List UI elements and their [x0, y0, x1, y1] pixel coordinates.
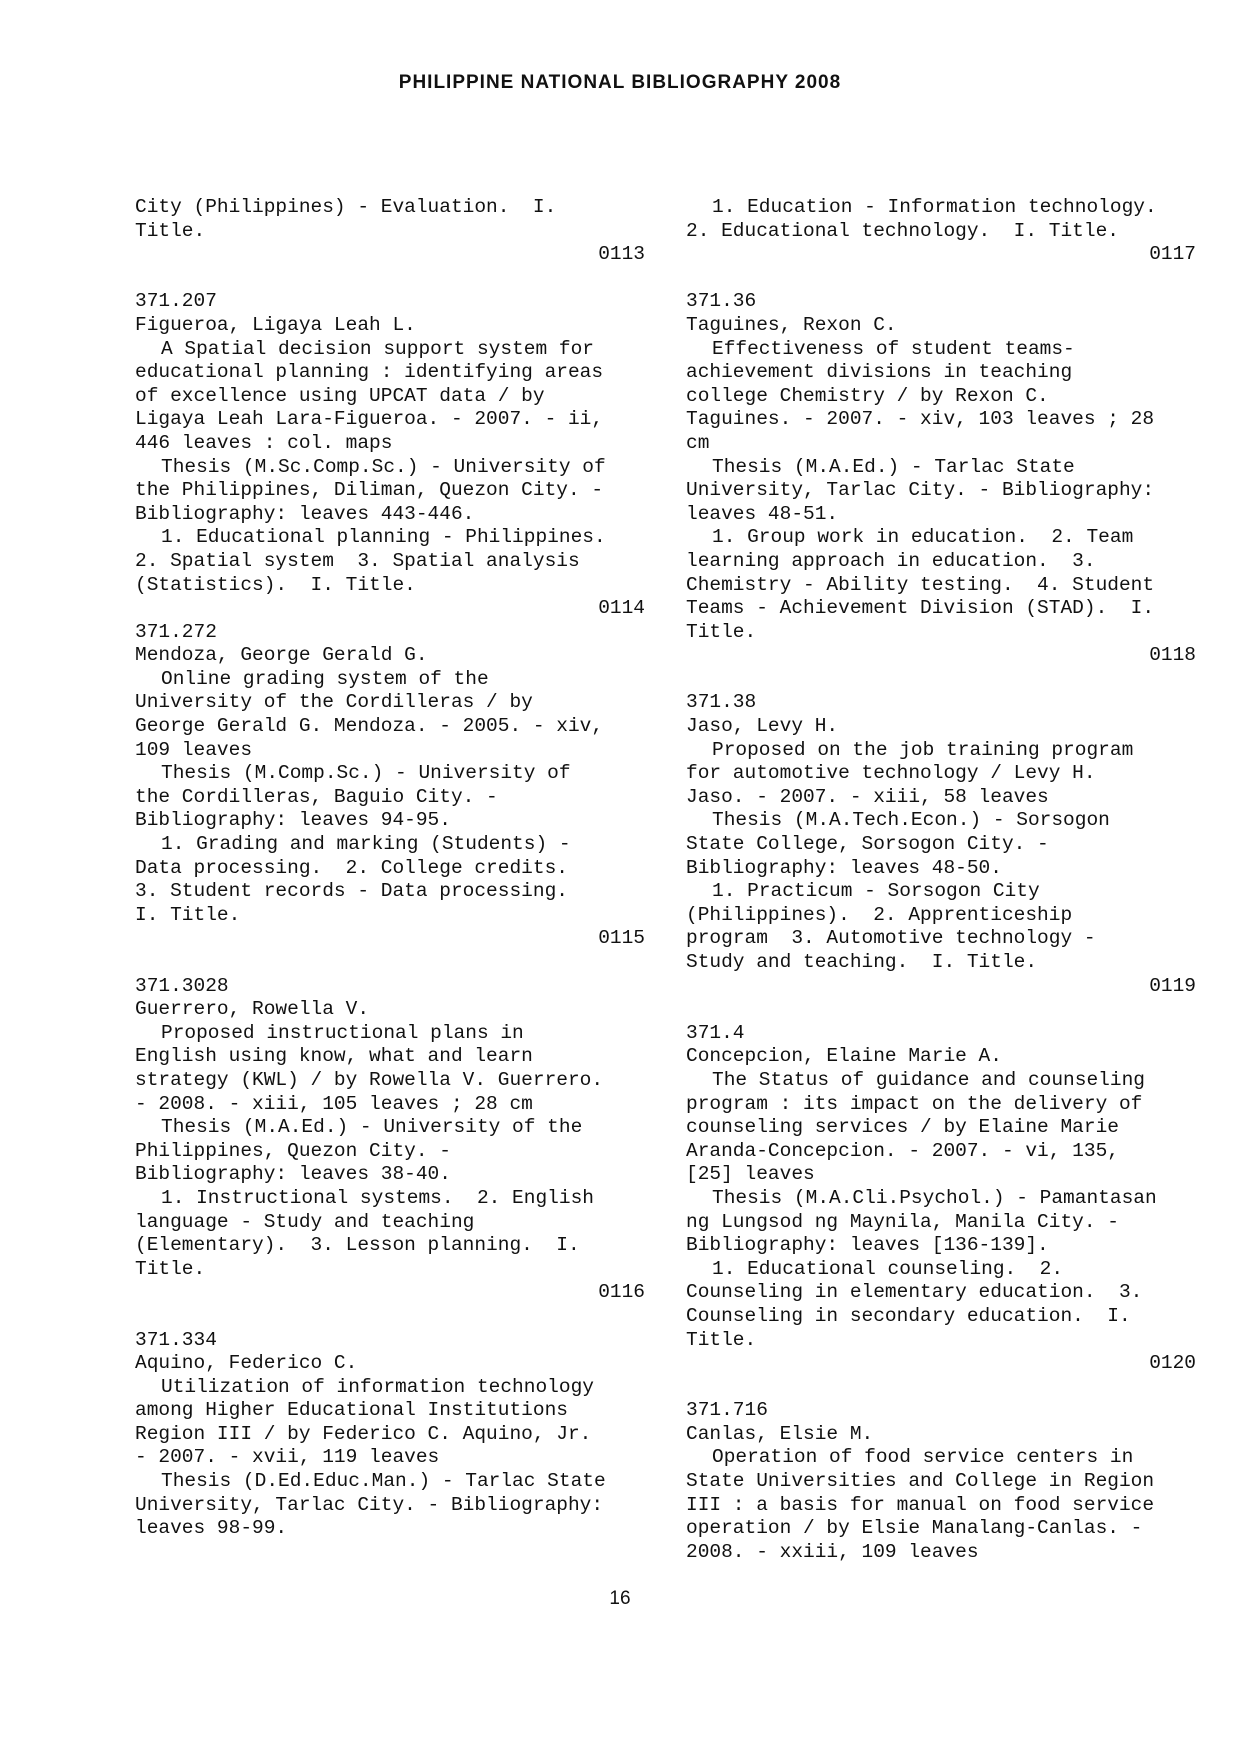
entry-number: 0120	[1149, 1352, 1196, 1375]
entry-line: State College, Sorsogon City. -	[686, 833, 1049, 856]
entry-line: program : its impact on the delivery of	[686, 1092, 1143, 1115]
spacer	[135, 1305, 645, 1329]
entry-line: Bibliography: leaves 94-95.	[135, 809, 451, 832]
entry-line: 371.4	[686, 1021, 745, 1044]
entry-line: University, Tarlac City. - Bibliography:	[135, 1493, 604, 1516]
spacer	[135, 267, 645, 291]
entry-line: (Elementary). 3. Lesson planning. I.	[135, 1234, 580, 1257]
entry-line: Bibliography: leaves 38-40.	[135, 1163, 451, 1186]
entry-line: 1. Group work in education. 2. Team	[712, 526, 1134, 549]
entry-line: of excellence using UPCAT data / by	[135, 384, 545, 407]
entry-line: Proposed on the job training program	[712, 738, 1134, 761]
entry-line: cm	[686, 431, 710, 454]
entry-line: 371.207	[135, 290, 217, 313]
entry-line: Philippines, Quezon City. -	[135, 1139, 451, 1162]
entry-line: George Gerald G. Mendoza. - 2005. - xiv,	[135, 715, 604, 738]
entry-line: Thesis (M.A.Tech.Econ.) - Sorsogon	[712, 809, 1110, 832]
entry-line: Thesis (M.A.Ed.) - Tarlac State	[712, 455, 1075, 478]
entry-line: Bibliography: leaves 48-50.	[686, 856, 1002, 879]
spacer	[686, 998, 1196, 1022]
entry-line: 1. Grading and marking (Students) -	[161, 833, 571, 856]
entry-number: 0117	[1149, 243, 1196, 266]
entry-line: Title.	[686, 620, 757, 643]
entry-line: Bibliography: leaves 443-446.	[135, 502, 475, 525]
entry-line: 1. Instructional systems. 2. English	[161, 1186, 594, 1209]
entry-line: language - Study and teaching	[135, 1210, 475, 1233]
entry-line: among Higher Educational Institutions	[135, 1399, 568, 1422]
entry-line: Utilization of information technology	[161, 1375, 594, 1398]
entry-line: (Statistics). I. Title.	[135, 573, 416, 596]
entry-number: 0113	[598, 243, 645, 266]
entry-line: 1. Educational planning - Philippines.	[161, 526, 606, 549]
entry-line: Operation of food service centers in	[712, 1446, 1134, 1469]
entry-line: 371.334	[135, 1328, 217, 1351]
entry-line: leaves 48-51.	[686, 502, 839, 525]
entry-line: Aquino, Federico C.	[135, 1352, 358, 1375]
entry-line: 3. Student records - Data processing.	[135, 880, 568, 903]
spacer	[135, 951, 645, 975]
entry-line: 2008. - xxiii, 109 leaves	[686, 1540, 979, 1563]
entry-line: program 3. Automotive technology -	[686, 927, 1096, 950]
entry-line: The Status of guidance and counseling	[712, 1068, 1145, 1091]
entry-line: State Universities and College in Region	[686, 1470, 1155, 1493]
entry-line: University of the Cordilleras / by	[135, 691, 533, 714]
entry-line: Counseling in secondary education. I.	[686, 1304, 1131, 1327]
entry-line: Counseling in elementary education. 3.	[686, 1281, 1143, 1304]
entry-line: Thesis (M.Comp.Sc.) - University of	[161, 762, 571, 785]
entry-number: 0119	[1149, 974, 1196, 997]
entry-line: English using know, what and learn	[135, 1045, 533, 1068]
entry-line: leaves 98-99.	[135, 1517, 288, 1540]
entry-number: 0116	[598, 1281, 645, 1304]
entry-line: I. Title.	[135, 903, 241, 926]
page-number: 16	[609, 1588, 631, 1609]
entry-line: 371.716	[686, 1399, 768, 1422]
entry-line: 371.36	[686, 290, 757, 313]
spacer	[686, 668, 1196, 692]
entry-line: 109 leaves	[135, 738, 253, 761]
entry-line: Guerrero, Rowella V.	[135, 998, 370, 1021]
entry-line: Proposed instructional plans in	[161, 1021, 524, 1044]
entry-line: Online grading system of the	[161, 667, 489, 690]
entry-line: for automotive technology / Levy H.	[686, 762, 1096, 785]
entry-line: Thesis (M.Sc.Comp.Sc.) - University of	[161, 455, 606, 478]
entry-line: Concepcion, Elaine Marie A.	[686, 1045, 1002, 1068]
page-header: PHILIPPINE NATIONAL BIBLIOGRAPHY 2008	[398, 72, 842, 93]
entry-line: Chemistry - Ability testing. 4. Student	[686, 573, 1155, 596]
entry-line: [25] leaves	[686, 1163, 815, 1186]
entry-line: learning approach in education. 3.	[686, 549, 1096, 572]
entry-line: Effectiveness of student teams-	[712, 337, 1075, 360]
entry-line: Taguines, Rexon C.	[686, 313, 897, 336]
entry-line: Thesis (D.Ed.Educ.Man.) - Tarlac State	[161, 1470, 606, 1493]
entry-line: counseling services / by Elaine Marie	[686, 1116, 1119, 1139]
entry-line: Study and teaching. I. Title.	[686, 951, 1038, 973]
entry-line: 446 leaves : col. maps	[135, 431, 393, 454]
spacer	[686, 1376, 1196, 1400]
entry-line: (Philippines). 2. Apprenticeship	[686, 903, 1073, 926]
entry-line: Mendoza, George Gerald G.	[135, 644, 428, 667]
entry-line: ng Lungsod ng Maynila, Manila City. -	[686, 1210, 1119, 1233]
entry-line: Data processing. 2. College credits.	[135, 856, 568, 879]
entry-line: University, Tarlac City. - Bibliography:	[686, 479, 1155, 502]
entry-line: Taguines. - 2007. - xiv, 103 leaves ; 28	[686, 408, 1155, 431]
entry-line: achievement divisions in teaching	[686, 361, 1073, 384]
entry-line: A Spatial decision support system for	[161, 337, 594, 360]
entry-line: 371.272	[135, 620, 217, 643]
entry-line: Title.	[135, 219, 206, 242]
entry-line: the Philippines, Diliman, Quezon City. -	[135, 479, 604, 502]
entry-line: Ligaya Leah Lara-Figueroa. - 2007. - ii,	[135, 408, 604, 431]
entry-line: Thesis (M.A.Cli.Psychol.) - Pamantasan	[712, 1186, 1157, 1209]
entry-line: - 2008. - xiii, 105 leaves ; 28 cm	[135, 1092, 533, 1115]
entry-number: 0114	[598, 597, 645, 620]
right-column	[686, 196, 1196, 1564]
entry-line: Jaso, Levy H.	[686, 715, 839, 738]
entry-line: 371.38	[686, 691, 757, 714]
entry-number: 0118	[1149, 644, 1196, 667]
entry-line: Title.	[135, 1257, 206, 1280]
entry-line: 2. Spatial system 3. Spatial analysis	[135, 549, 580, 572]
entry-line: 1. Educational counseling. 2.	[712, 1257, 1064, 1280]
entry-line: 1. Education - Information technology.	[712, 196, 1157, 218]
entry-line: Region III / by Federico C. Aquino, Jr.	[135, 1422, 592, 1445]
entry-line: Canlas, Elsie M.	[686, 1422, 874, 1445]
entry-number: 0115	[598, 927, 645, 950]
entry-line: operation / by Elsie Manalang-Canlas. -	[686, 1517, 1143, 1540]
entry-line: college Chemistry / by Rexon C.	[686, 384, 1049, 407]
entry-line: Bibliography: leaves [136-139].	[686, 1234, 1049, 1257]
entry-line: III : a basis for manual on food service	[686, 1493, 1155, 1516]
entry-line: Figueroa, Ligaya Leah L.	[135, 313, 416, 336]
entry-line: Aranda-Concepcion. - 2007. - vi, 135,	[686, 1139, 1119, 1162]
entry-line: educational planning : identifying areas	[135, 361, 604, 384]
entry-line: - 2007. - xvii, 119 leaves	[135, 1446, 440, 1469]
entry-line: 1. Practicum - Sorsogon City	[712, 880, 1040, 903]
left-column	[135, 196, 645, 1541]
entry-line: Thesis (M.A.Ed.) - University of the	[161, 1116, 583, 1139]
entry-line: Jaso. - 2007. - xiii, 58 leaves	[686, 785, 1049, 808]
entry-line: Title.	[686, 1328, 757, 1351]
entry-line: 371.3028	[135, 974, 229, 997]
spacer	[686, 267, 1196, 291]
entry-line: City (Philippines) - Evaluation. I.	[135, 196, 557, 218]
entry-line: Teams - Achievement Division (STAD). I.	[686, 597, 1155, 620]
entry-line: the Cordilleras, Baguio City. -	[135, 785, 498, 808]
entry-line: 2. Educational technology. I. Title.	[686, 219, 1119, 242]
entry-line: strategy (KWL) / by Rowella V. Guerrero.	[135, 1068, 604, 1091]
